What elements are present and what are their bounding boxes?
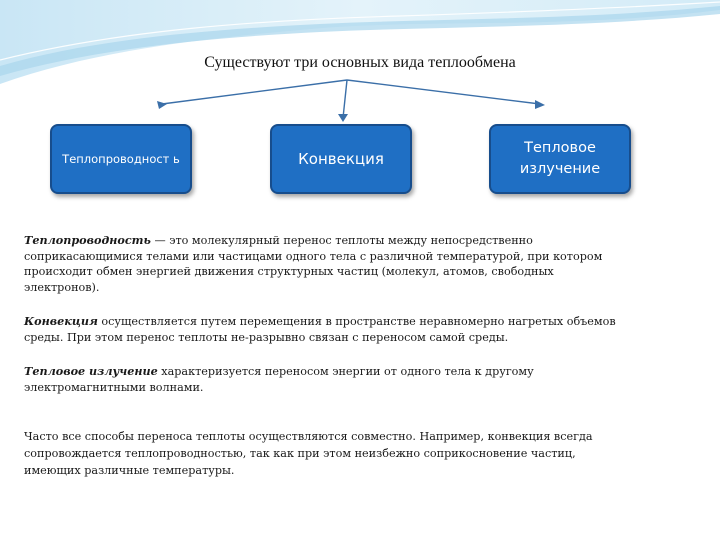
text-convection: осуществляется путем перемещения в пространстве неравномерно нагретых объемов среды. При этом перенос теплоты не-разрывно связан с переносом самой среды. [24,315,616,344]
text-conduction: — это молекулярный перенос теплоты между непосредственно соприкасающимися телами или частицами одного тела с различной температурой, при котором происходит обмен энергией движения структурных частиц (молекул, атомов, свободных электронов). [24,234,603,294]
box-conduction: Теплопроводност ь [50,124,192,194]
paragraph-radiation [24,364,624,395]
arrowhead-down-icon [338,114,348,122]
paragraph-combined [24,428,624,479]
text-radiation: характеризуется переносом энергии от одного тела к другому электромагнитными волнами. [24,365,534,394]
arrowhead-left-icon [157,101,167,109]
paragraph-conduction [24,233,624,295]
box-convection: Конвекция [270,124,412,194]
text-combined: Часто все способы переноса теплоты осуществляются совместно. Например, конвекция всегда сопровождается теплопроводностью, так как при этом неизбежно соприкосновение частиц, имеющих различные температуры. [24,430,593,477]
box-radiation: Тепловое излучение [489,124,631,194]
term-convection: Конвекция [24,314,98,328]
diagram-title: Существуют три основных вида теплообмена [204,54,516,71]
arrowhead-right-icon [535,100,545,109]
term-radiation: Тепловое излучение [24,364,158,378]
paragraph-convection [24,314,624,345]
term-conduction: Теплопроводность [24,233,151,247]
